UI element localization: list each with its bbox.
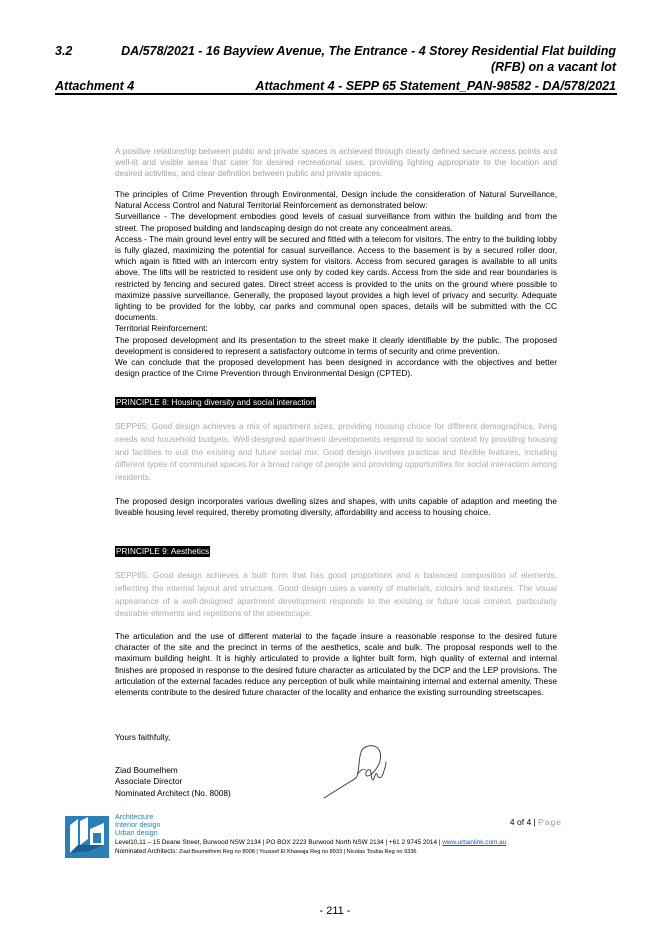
document-page-number: - 211 - [319,905,351,917]
signatory-role: Associate Director [115,776,183,787]
principle-8-sepp-text: SEPP65: Good design achieves a mix of apartment sizes, providing housing choice for different demographics, living needs and household budgets. Well-designed apartment developments respond to social context by providing housing and facilities to suit the existing and future social mix. Good design involves practical and flexible features, including different types of communal spaces for a broad range of people and providing opportunities for social interaction among residents. [115,421,557,483]
principle-9-heading: PRINCIPLE 9: Aesthetics [116,546,210,556]
address-text: Level10,11 – 15 Deane Street, Burwood NSW 2134 | PO BOX 2223 Burwood North NSW 2134 | +61 2 9745 2014 | [115,839,441,846]
attachment-title: Attachment 4 - SEPP 65 Statement_PAN-98582 - DA/578/2021 [255,79,616,93]
signatory-block [115,765,231,799]
service-architecture: Architecture [115,812,154,821]
page-number [510,817,562,827]
cpted-intro: The principles of Crime Prevention through Environmental, Design include the consideration of Natural Surveillance, Natural Access Control and Natural Territorial Reinforcement as demonstrated below: [115,189,557,211]
document-title: DA/578/2021 - 16 Bayview Avenue, The Entrance - 4 Storey Residential Flat building (RFB) on a vacant lot [121,44,616,74]
signature-image [320,722,392,802]
firm-services [115,813,161,838]
nominated-list: Ziad Boumelhem Reg no 8008 | Youssef El Khawaja Reg no 8933 | Nicolas Toubia Reg no 9336 [178,849,417,855]
firm-logo-icon [64,815,110,859]
service-urban: Urban design [115,828,158,838]
cpted-surveillance: Surveillance - The development embodies good levels of casual surveillance from within the building and from the street. The proposed building and landscaping design do not create any concealment areas. [115,211,557,233]
service-interior: Interior design [115,820,161,830]
agenda-item-number: 3.2 [55,44,73,58]
principle-9-sepp-text: SEPP65: Good design achieves a built form that has good proportions and a balanced composition of elements, reflecting the internal layout and structure. Good design uses a variety of materials, colours and textures. The visual appearance of a well-designed apartment development responds to the existing or future local context, particularly desirable elements and repetitions of the streetscape. [115,570,557,619]
principle-9-response: The articulation and the use of different material to the façade insure a reasonable response to the desired future character of the site and the precinct in terms of the aesthetics, scale and bulk. The proposal responds well to the maximum building height. It is highly articulated to provide a lighter built form, high quality of external and internal finishes are proposed in response to the desired future character as articulated by the DCP and the LEP provisions. The articulation of the external facades reduce any perception of bulk while maintaining internal and external amenity. These elements contribute to the desired future character of the locality and enhance the existing surrounding streetscapes. [115,631,557,698]
cpted-section [115,189,557,379]
cpted-conclusion: We can conclude that the proposed development has been designed in accordance with the objectives and better design practice of the Crime Prevention through Environmental Design (CPTED). [115,357,557,379]
cpted-territorial-heading: Territorial Reinforcement: [115,323,208,334]
nominated-architects [115,848,417,856]
cpted-territorial-text: The proposed development and its presentation to the street make it clearly identifiable by the public. The proposed development is considered to represent a satisfactory outcome in terms of security and crime prevention. [115,334,557,356]
header-divider [55,93,617,95]
principle-8-response: The proposed design incorporates various dwelling sizes and shapes, with units capable of adaption and meeting the liveable housing level required, thereby promoting diversity, affordability and access to housing choice. [115,496,557,518]
closing: Yours faithfully, [115,732,171,742]
principle-8-heading: PRINCIPLE 8: Housing diversity and social interaction [116,397,315,407]
firm-address [115,839,506,847]
signatory-registration: Nominated Architect (No. 8008) [115,787,231,798]
signatory-name: Ziad Boumelhem [115,765,178,775]
page-count: 4 of 4 | [509,817,536,827]
website-link[interactable]: www.urbanlink.com.au [442,839,507,846]
nominated-label: Nominated Architects: [115,848,178,855]
page-word: Page [538,817,562,827]
intro-paragraph: A positive relationship between public and private spaces is achieved through clearly defined secure access points and well-lit and visible areas that cater for desired recreational uses, providing lighting appropriate to the location and desired activities, and clear definition between public and private spaces. [115,146,557,179]
cpted-access: Access - The main ground level entry will be secured and fitted with a telecom for visitors. The entry to the building lobby is fully glazed, maximizing the potential for casual surveillance. Access to the basement is by a secured roller door, which again is fitted with an intercom entry system for visitors. Access from secured garages is available to all units above. The lifts will be restricted to resident use only by coded key cards. Access from the side and rear boundaries is restricted by fencing and secured gates. Direct street access is provided to the units on the ground where possible to maximize passive surveillance. Generally, the proposed layout provides a high level of privacy and security. Adequate lighting to be provided for the lobby, car parks and communal open spaces, details will be submitted with the CC documents. [115,233,557,323]
attachment-label: Attachment 4 [55,79,135,93]
